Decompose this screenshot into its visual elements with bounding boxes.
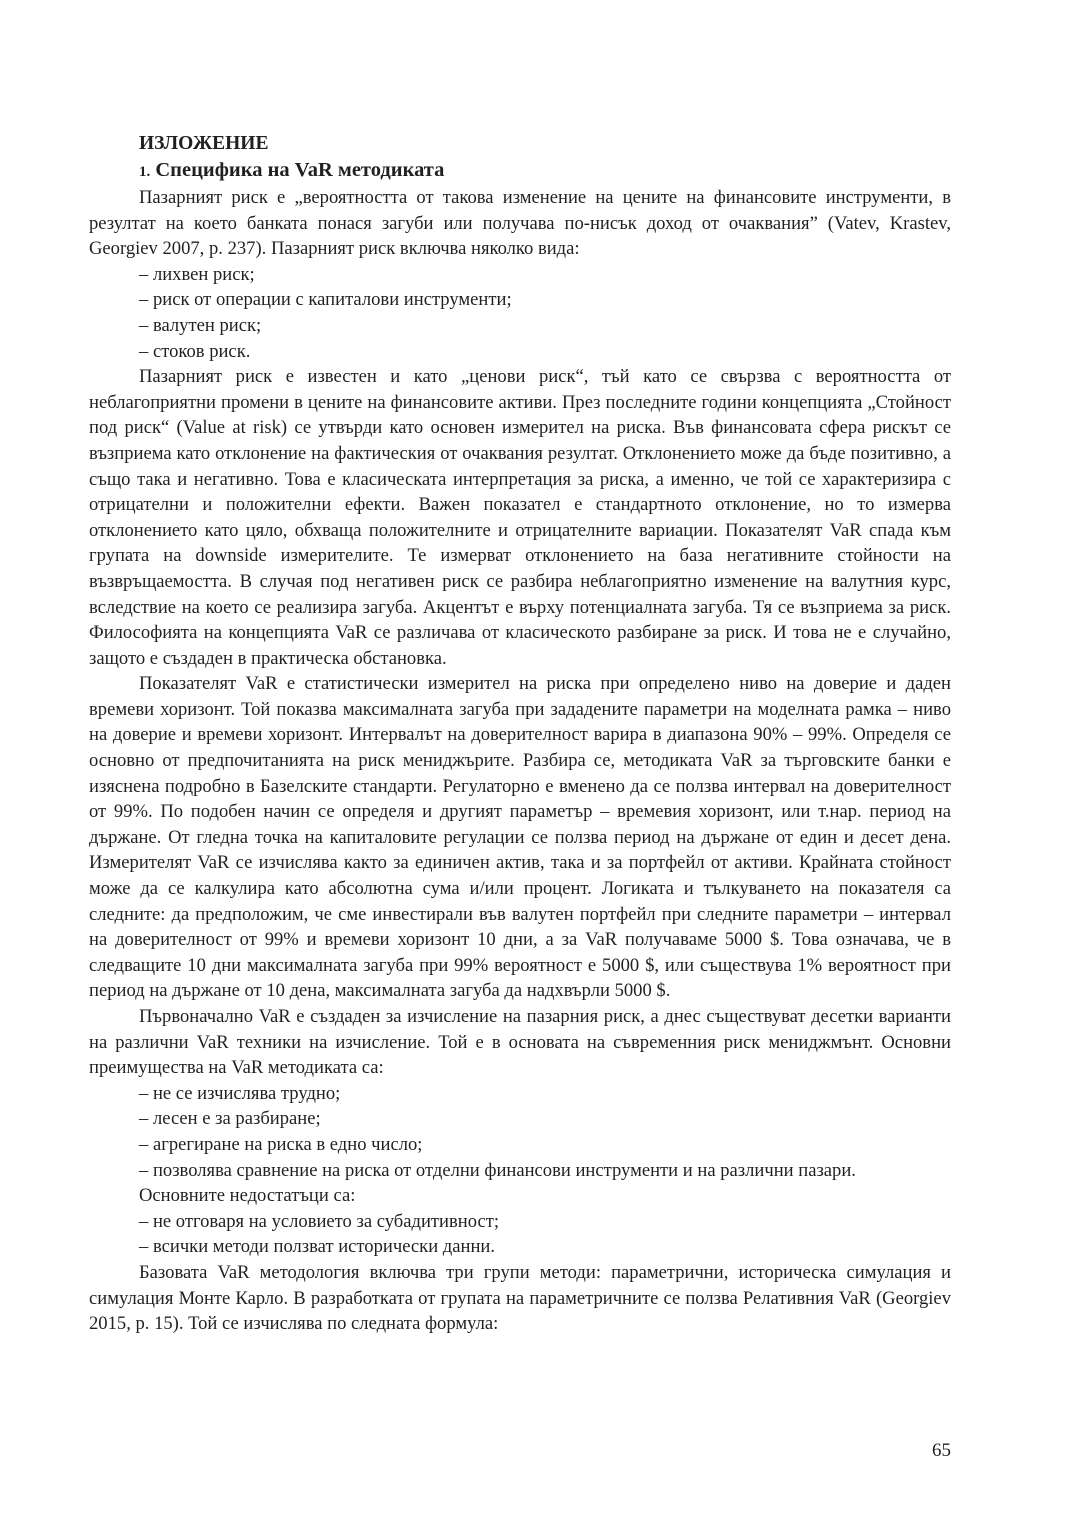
list-item: – валутен риск; xyxy=(139,314,262,336)
paragraph-var-methodology: Базовата VaR методология включва три групи методи: параметрични, историческа симулация и симулация Монте Карло. В разработката от групата на параметричните се ползва Релативния VaR (Georgiev 2015, p. 15). Той се изчислява по следната формула: xyxy=(89,1261,951,1335)
paragraph-market-risk-definition: Пазарният риск е „вероятността от такова изменение на цените на финансовите инструменти, в резултат на което банката понася загуби или получава по-нисък доход от очаквания” (Vatev, Krastev, Georgiev 2007, p. 237). Пазарният риск включва няколко вида: xyxy=(89,187,951,260)
list-item: – не отговаря на условието за субадитивност; xyxy=(139,1210,500,1232)
paragraph-var-indicator: Показателят VaR е статистически измерител на риска при определено ниво на доверие и даден времеви хоризонт. Той показва максималната загуба при зададените параметри на моделната рамка – ниво на доверие и времеви хоризонт. Интервалът на доверителност варира в диапазона 90% – 99%. Определя се основно от предпочитанията на риск мениджърите. Разбира се, методиката VaR за търговските банки е изяснена подробно в Базелските стандарти. Регулаторно е вменено да се ползва интервал на доверителност от 99%. По подобен начин се определя и другият параметър – времевия хоризонт, или т.нар. период на държане. От гледна точка на капиталовите регулации се ползва период на държане от един и десет дена. Измерителят VaR се изчислява както за единичен актив, така и за портфейл от активи. Крайната стойност може да се калкулира като абсолютна сума и/или процент. Логиката и тълкуването на показателя са следните: да предположим, че сме инвестирали във валутен портфейл при следните параметри – интервал на доверителност от 99% и времеви хоризонт 10 дни, а за VaR получаваме 5000 $. Това означава, че в следващите 10 дни максималната загуба при 99% вероятност е 5000 $, или съществува 1% вероятност при период на държане от 10 дена, максималната загуба да надхвърли 5000 $. xyxy=(89,673,951,1002)
list-item: – лесен е за разбиране; xyxy=(139,1108,321,1130)
paragraph-price-risk: Пазарният риск е известен и като „ценови риск“, тъй като се свързва с вероятността от неблагоприятни промени в цените на финансовите активи. През последните години концепцията „Стойност под риск“ (Value at risk) се утвърди като основен измерител на риска. Във финансовата сфера рискът се възприема като отклонение на фактическия от очаквания резултат. Отклонението може да бъде позитивно, а също така и негативно. Това е класическата интерпретация за риска, а именно, че той се характеризира с отрицателни и положителни ефекти. Важен показател е стандартното отклонение, но то измерва отклонението като цяло, обхваща положителните и отрицателните вариации. Показателят VaR спада към групата на downside измерителите. Те измерват отклонението на база негативните стойности на възвръщаемостта. В случая под негативен риск се разбира неблагоприятно изменение на валутния курс, вследствие на което се реализира загуба. Акцентът е върху потенциалната загуба. Тя се възприема за риск. Философията на концепцията VaR се различава от класическото разбиране за риск. И това не е случайно, защото е създаден в практическа обстановка. xyxy=(89,366,951,669)
list-item: – стоков риск. xyxy=(139,340,251,362)
list-item: – агрегиране на риска в едно число; xyxy=(139,1133,423,1155)
paragraph-disadvantages-intro: Основните недостатъци са: xyxy=(139,1185,356,1207)
page-content xyxy=(89,131,951,1337)
subsection-title: Специфика на VaR методиката xyxy=(155,159,445,181)
list-item: – риск от операции с капиталови инструменти; xyxy=(139,289,512,311)
list-item: – не се изчислява трудно; xyxy=(139,1082,341,1104)
subsection-heading xyxy=(89,157,951,185)
list-item: – позволява сравнение на риска от отделни финансови инструменти и на различни пазари. xyxy=(139,1159,856,1181)
list-item: – лихвен риск; xyxy=(139,263,255,285)
subsection-number: 1. xyxy=(139,164,151,180)
paragraph-var-advantages: Първоначално VaR е създаден за изчисление на пазарния риск, а днес съществуват десетки варианти на различни VaR техники на изчисление. Той е в основата на съвременния риск мениджмънт. Основни преимущества на VaR методиката са: xyxy=(89,1006,951,1079)
list-item: – всички методи ползват исторически данни. xyxy=(139,1236,496,1258)
section-heading: ИЗЛОЖЕНИЕ xyxy=(139,133,269,154)
page-number: 65 xyxy=(932,1440,951,1461)
